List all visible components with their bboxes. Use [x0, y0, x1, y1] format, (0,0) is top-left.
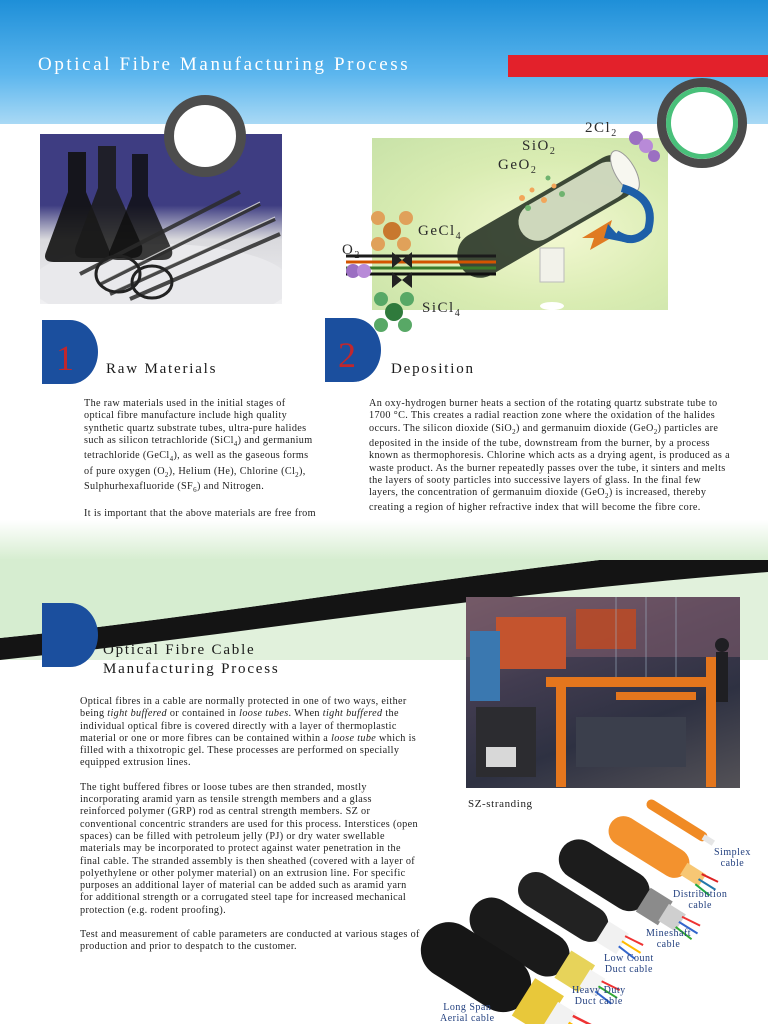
label-long-span-aerial-cable: Long Span Aerial cable — [440, 1002, 495, 1024]
chem-label-cl2: $2Cl_2$ — [585, 120, 618, 139]
label-low-count-duct-cable: Low Count Duct cable — [604, 953, 654, 975]
chem-label-sicl4: SiCl$_4$ — [422, 300, 462, 319]
glassware-illustration — [40, 134, 282, 304]
cable-process-text — [80, 696, 420, 966]
page-title: Optical Fibre Manufacturing Process — [38, 54, 411, 75]
section-number-2: 2 — [338, 335, 356, 375]
deposition-paragraph-1: An oxy-hydrogen burner heats a section of the rotating quartz substrate tube to 1700 °C. This creates a radial reaction zone where the oxidation of the halides occurs. The silicon dioxide (SiO$_2$) and germanuim dioxide (GeO$_2$) particles are deposited in the inside of the tube, downstream from the burner, by a process known as thermophoresis. Chlorine which acts as a drying agent, is produced as a waste product. As the burner repeatedly passes over the tube, it sinters and melts the layers of sooty particles into successive layers of glass. In the final few layers, the concentration of germanuim dioxide (GeO$_2$) is increased, thereby creating a region of higher refractive index that will become the fibre core. — [369, 398, 730, 514]
cable-paragraph-3: Test and measurement of cable parameters are conducted at various stages of production and prior to despatch to the customer. — [80, 929, 420, 953]
chem-label-gecl4: GeCl$_4$ — [418, 223, 463, 242]
section-heading-raw-materials: Raw Materials — [106, 361, 218, 377]
section-heading-deposition: Deposition — [391, 361, 475, 377]
section-heading-cable-1: Optical Fibre Cable — [103, 642, 256, 658]
decorative-ring-green — [657, 78, 747, 168]
section-marker-3 — [42, 603, 98, 667]
decorative-ring — [164, 95, 246, 177]
sicl4-molecule-icon — [372, 290, 416, 334]
header-accent-bar — [508, 55, 768, 77]
factory-photo-caption: SZ-stranding — [468, 798, 533, 810]
gecl4-molecule-icon — [368, 208, 416, 254]
chem-label-o2: $O_2$ — [342, 242, 361, 261]
section-heading-cable-2: Manufacturing Process — [103, 661, 280, 677]
label-simplex-cable: Simplex cable — [714, 847, 751, 869]
section-number-1: 1 — [56, 338, 74, 378]
label-distribution-cable: Distribution cable — [673, 889, 728, 911]
chem-label-geo2: GeO$_2$ — [498, 157, 538, 176]
cable-paragraph-1: Optical fibres in a cable are normally protected in one of two ways, either being tight buffered or contained in loose tubes. When tight buffered the individual optical fibre is covered directly with a layer of thermoplastic material or one or more fibres can be contained within a loose tube which is filled with a thixotropic gel. These processes are performed on specially equipped extrusion lines. — [80, 696, 417, 769]
cable-paragraph-2: The tight buffered fibres or loose tubes are then stranded, mostly incorporating aramid yarn as tensile strength members and a glass reinforced polymer (GRP) rod as central strength members. SZ or conventional concentric stranders are used for this process. Interstices (open spaces) can be filled with petroleum jelly (PJ) or dry water swellable materials may be incorporated to protect against water penetration in the final cable. The stranded assembly is then sheathed (covered with a layer of polyethylene or other polymer material) on an extrusion line. For specific purposes an additional layer of material can be added such as aramid yarn for additional strength or a corrugated steel tape for increased mechanical protection (e.g. rodent proofing). — [80, 781, 418, 916]
factory-photo — [466, 597, 740, 788]
factory-illustration — [466, 597, 740, 788]
raw-materials-paragraph-2: It is important that the above materials are free from — [84, 508, 316, 520]
raw-materials-paragraph-1: The raw materials used in the initial stages of optical fibre manufacture include high quality synthetic quartz substrate tubes, ultra-pure halides such as silicon tetrachloride (SiCl$_4$) and germanium tetrachloride (GeCl$_4$), as well as the gaseous forms of pure oxygen $(O_2)$, Helium (He), Chlorine $(Cl_2)$, Sulphurhexafluoride $(SF_6)$ and Nitrogen. — [84, 398, 313, 494]
cl2-molecule-icon — [626, 126, 666, 168]
o2-molecule-icon — [344, 258, 374, 284]
raw-materials-photo — [40, 134, 282, 304]
divider-fade — [0, 520, 768, 560]
chem-label-sio2: SiO$_2$ — [522, 138, 557, 157]
deposition-text — [369, 398, 733, 527]
label-heavy-duty-duct-cable: Heavy Duty Duct cable — [572, 985, 626, 1007]
label-mineshaft-cable: Mineshaft cable — [646, 928, 692, 950]
